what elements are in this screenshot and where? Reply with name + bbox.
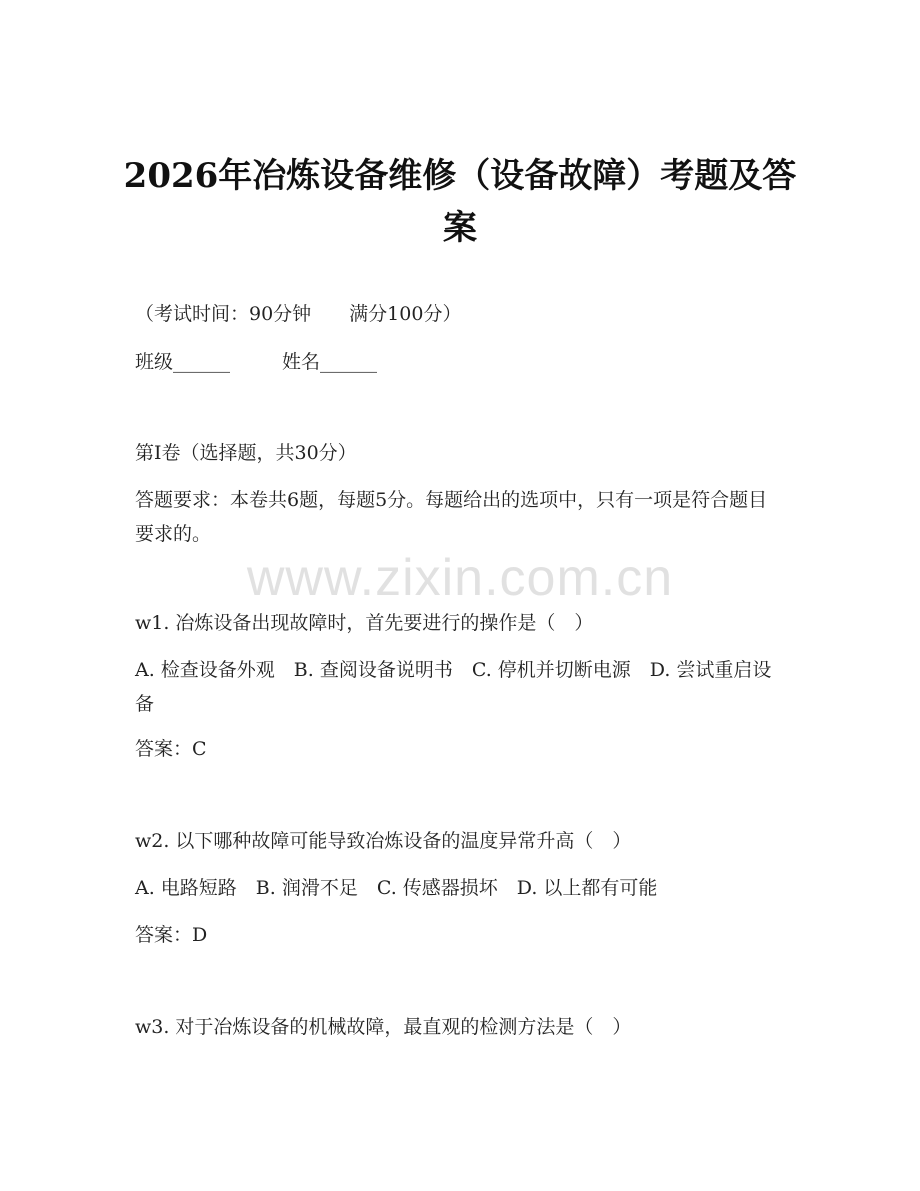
question-2-answer: 答案：D: [135, 924, 208, 946]
question-2-stem: w2. 以下哪种故障可能导致冶炼设备的温度异常升高（ ）: [135, 830, 632, 852]
question-3-stem: w3. 对于冶炼设备的机械故障，最直观的检测方法是（ ）: [135, 1016, 632, 1038]
class-field: 班级______: [135, 351, 231, 373]
watermark: www.zixin.com.cn: [246, 549, 674, 607]
exam-info: （考试时间：90分钟 满分100分）: [135, 303, 462, 325]
section-title: 第I卷（选择题，共30分）: [135, 442, 357, 464]
question-1-answer: 答案：C: [135, 738, 207, 760]
question-1-options: A. 检查设备外观 B. 查阅设备说明书 C. 停机并切断电源 D. 尝试重启设备: [135, 659, 772, 715]
name-field: 姓名______: [282, 351, 378, 373]
student-info-row: [135, 345, 785, 379]
question-2-options: A. 电路短路 B. 润滑不足 C. 传感器损坏 D. 以上都有可能: [135, 877, 658, 899]
instructions: 答题要求：本卷共6题，每题5分。每题给出的选项中，只有一项是符合题目要求的。: [135, 489, 768, 545]
document-title: 2026年冶炼设备维修（设备故障）考题及答案: [123, 156, 797, 248]
question-1-stem: w1. 冶炼设备出现故障时，首先要进行的操作是（ ）: [135, 612, 594, 634]
